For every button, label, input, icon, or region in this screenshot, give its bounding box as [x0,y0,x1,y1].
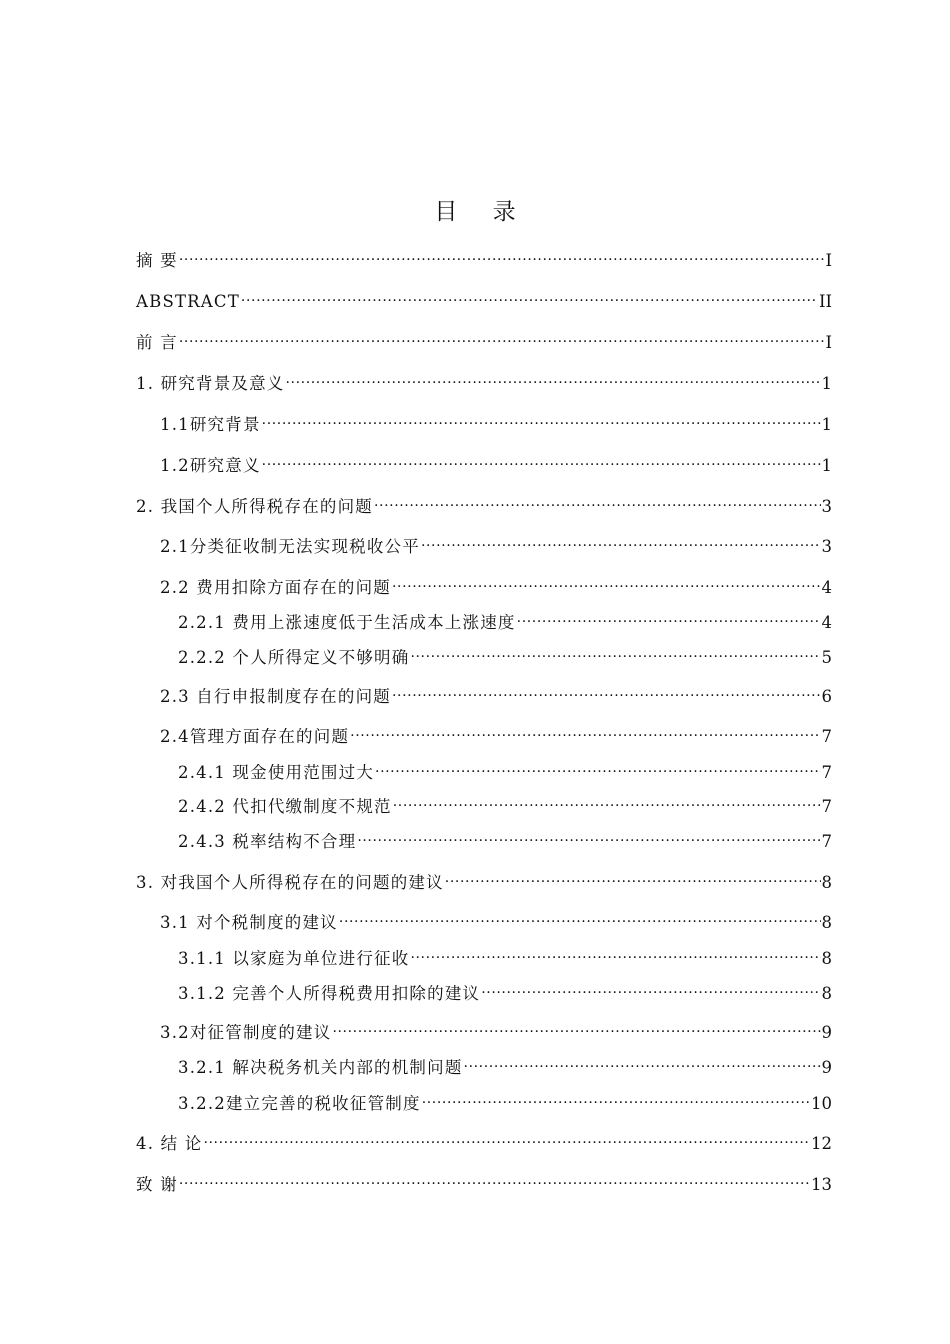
toc-entry-label: 2.1分类征收制无法实现税收公平 [160,537,420,556]
toc-entry[interactable] [136,571,832,599]
toc-entry-label: 2.2.1 费用上涨速度低于生活成本上涨速度 [178,613,516,632]
dot-leader [350,720,820,742]
toc-entry-label: 摘 要 [136,251,178,270]
toc-entry-page: II [818,292,832,311]
page-title: 目 录 [434,199,530,225]
toc-entry-page: 1 [821,415,832,434]
dot-leader [357,825,820,847]
toc-entry[interactable] [136,244,832,272]
dot-leader [422,1087,810,1109]
toc-entry-page: 8 [821,984,832,1003]
toc-entry-label: 3.2.1 解决税务机关内部的机制问题 [178,1058,463,1077]
toc-entry[interactable] [136,720,832,748]
dot-leader [410,942,820,964]
toc-entry-page: 5 [821,648,832,667]
toc-entry-page: 1 [821,456,832,475]
toc-entry-page: 4 [821,613,832,632]
toc-entry-page: 8 [821,913,832,932]
toc-entry[interactable] [136,449,832,477]
toc-entry-page: 4 [821,578,832,597]
toc-entry-label: 2. 我国个人所得税存在的问题 [136,497,373,516]
dot-leader [286,367,821,389]
toc-entry-label: 2.2.2 个人所得定义不够明确 [178,648,410,667]
dot-leader [481,977,820,999]
toc-entry[interactable] [136,490,832,518]
toc-entry[interactable] [136,606,832,634]
toc-entry[interactable] [136,367,832,395]
toc-entry[interactable] [136,790,832,818]
toc-entry[interactable] [136,408,832,436]
toc-entry[interactable] [136,641,832,669]
toc-entry-label: 3.1 对个税制度的建议 [160,913,338,932]
dot-leader [262,408,821,430]
toc-entry[interactable] [136,866,832,894]
dot-leader [410,641,820,663]
toc-entry-page: 3 [821,497,832,516]
toc-entry-label: ABSTRACT [136,292,240,311]
dot-leader [179,244,825,266]
toc-entry[interactable] [136,977,832,1005]
toc-entry-label: 3.2.2建立完善的税收征管制度 [178,1094,421,1113]
toc-entry-label: 2.4管理方面存在的问题 [160,727,350,746]
toc-entry-page: 10 [811,1094,832,1113]
toc-entry[interactable] [136,326,832,354]
toc-entry-label: 3.2对征管制度的建议 [160,1023,332,1042]
toc-entry[interactable] [136,906,832,934]
toc-entry-page: 9 [821,1058,832,1077]
dot-leader [203,1127,810,1149]
dot-leader [421,530,821,552]
toc-entry[interactable] [136,1087,832,1115]
dot-leader [339,906,821,928]
toc-entry[interactable] [136,1016,832,1044]
toc-entry-page: 6 [821,687,832,706]
toc-entry-label: 4. 结 论 [136,1134,203,1153]
dot-leader [332,1016,820,1038]
toc-entry-label: 3. 对我国个人所得税存在的问题的建议 [136,873,444,892]
toc-entry-page: 8 [821,873,832,892]
dot-leader [393,790,821,812]
toc-entry-page: 7 [821,727,832,746]
toc-entry-label: 2.4.2 代扣代缴制度不规范 [178,797,392,816]
toc-entry[interactable] [136,756,832,784]
toc-entry-page: 3 [821,537,832,556]
toc-entry-label: 致 谢 [136,1175,178,1194]
toc-entry[interactable] [136,942,832,970]
dot-leader [241,285,818,307]
toc-entry-page: I [825,251,832,270]
dot-leader [392,571,821,593]
toc-entry-label: 1.1研究背景 [160,415,261,434]
toc-entry[interactable] [136,825,832,853]
toc-entry-label: 1. 研究背景及意义 [136,374,285,393]
dot-leader [375,756,820,778]
toc-entry[interactable] [136,1168,832,1196]
dot-leader [262,449,821,471]
toc-entry[interactable] [136,1051,832,1079]
dot-leader [464,1051,821,1073]
dot-leader [392,680,821,702]
toc-entry-page: 7 [821,763,832,782]
toc-entry[interactable] [136,285,832,313]
toc-entry[interactable] [136,680,832,708]
toc-entry-page: I [825,333,832,352]
toc-entry[interactable] [136,530,832,558]
toc-entry-label: 2.4.1 现金使用范围过大 [178,763,375,782]
toc-entry-page: 1 [821,374,832,393]
toc-entry-label: 3.1.2 完善个人所得税费用扣除的建议 [178,984,481,1003]
toc-entry-label: 2.2 费用扣除方面存在的问题 [160,578,391,597]
dot-leader [179,1168,810,1190]
dot-leader [179,326,825,348]
toc-entry[interactable] [136,1127,832,1155]
toc-entry-label: 2.4.3 税率结构不合理 [178,832,357,851]
dot-leader [374,490,821,512]
toc-entry-page: 7 [821,797,832,816]
toc-entry-label: 前 言 [136,333,178,352]
toc-entry-page: 12 [811,1134,832,1153]
dot-leader [445,866,821,888]
toc-entry-page: 9 [821,1023,832,1042]
toc-entry-page: 7 [821,832,832,851]
toc-entry-label: 2.3 自行申报制度存在的问题 [160,687,391,706]
toc-entry-label: 3.1.1 以家庭为单位进行征收 [178,949,410,968]
toc-entry-label: 1.2研究意义 [160,456,261,475]
toc-entry-page: 8 [821,949,832,968]
dot-leader [517,606,821,628]
toc-entry-page: 13 [811,1175,832,1194]
